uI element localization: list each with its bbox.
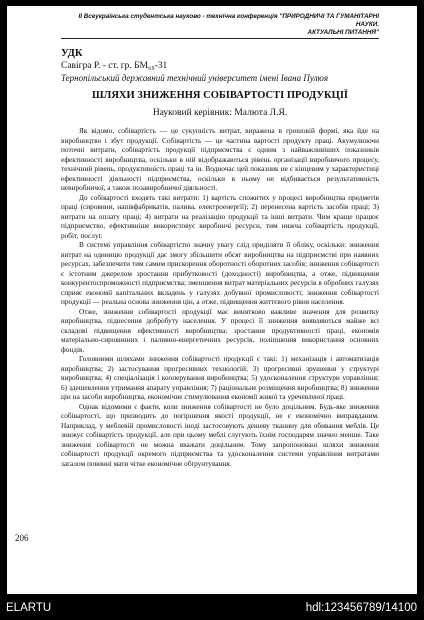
conference-header-line-1: II Всеукраїнська студентська науково - технічна конференція "ПРИРОДНИЧІ ТА ГУМАНІТАРНІ НАУКИ.	[78, 13, 379, 28]
document-page	[7, 6, 417, 594]
conference-header-line-2: АКТУАЛЬНІ ПИТАННЯ"	[307, 29, 379, 36]
repository-name: ELARTU	[6, 602, 52, 614]
body-paragraph: До собівартості входять такі витрати: 1) вартість спожитих у процесі виробництва предметів праці (сировини, напівфабрикатів, палива, електроенергії); 2) перенесена вартість засобів праці; 3) витрати на оплату праці; 4) витрати на реалізацію продукції та інші витрати. Чим краще працює підприємство, ефективніше використовує виробничі ресурси, тим нижча собівартість продукції, робіт, послуг.	[61, 192, 379, 240]
scientific-supervisor: Науковий керівник: Малюта Л.Я.	[152, 108, 288, 118]
article-body	[61, 126, 379, 468]
article-title: ШЛЯХИ ЗНИЖЕННЯ СОБІВАРТОСТІ ПРОДУКЦІЇ	[92, 90, 348, 101]
udk-label: УДК	[61, 48, 83, 59]
body-paragraph: Отже, зниження собівартості продукції має винятково важливе значення для розвитку виробництва, піднесення добробуту населення. У процесі її зниження виявляються майже всі складові підвищення ефективності виробництва: зростання продуктивності праці, економія матеріально-сировинних і паливно-енергетичних ресурсів, поліпшення використання основних фондів.	[61, 306, 379, 354]
body-paragraph: Як відомо, собівартість — це сукупність витрат, виражена в грошовій формі, яка йде на виробництво і збут продукції. Собівартість — це частина вартості продукту праці. Акумулюючи поточні витрати, собівартість продукції підприємства є одним з найважливіших показників ефективності виробництва, оскільки в ній відображаються рівень організації виробничого процесу, технічний рівень, продуктивність праці та ін. Водночас цей показник не є кінцевим у характеристиці ефективності діяльності підприємства, оскільки в ньому не відбивається результативність невиробничої, а також позавиробничої діяльності.	[61, 126, 379, 192]
affiliation: Тернопільський державний технічний університет імені Івана Пулюя	[61, 73, 329, 83]
repository-footer	[0, 598, 424, 620]
handle-identifier: hdl:123456789/14100	[305, 602, 417, 614]
body-paragraph: В системі управління собівартістю значну увагу слід приділяти її обліку, оскільки: зниження витрат на одиницю продукції дає змогу збільшити обсяг виробництва на підприємстві при наявних ресурсах, забезпечити тим самим прискорення оборотності оборотних засобів; зниження собівартості є істотним джерелом зростання прибутковості (доходності) виробництва, а отже, підвищення конкурентоспроможності підприємства; зменшення витрат матеріальних ресурсів в обробних галузях сприяє економії капітальних вкладень у галузях добувної промисловості; зниження собівартості продукції — реальна основа зниження цін, а отже, підвищення життєвого рівня населення.	[61, 240, 379, 306]
page-number: 206	[15, 533, 29, 543]
body-paragraph: Головними шляхами зниження собівартості продукції є такі: 1) механізація і автоматизація виробництва; 2) застосування прогресивних технологій; 3) прогресивні зрушення у структурі виробництва; 4) спеціалізація і кооперування виробництва; 5) удосконалення структури управління; 6) здешевлення утримання апарату управління; 7) раціональне розміщення виробництва; 8) зниження цін на засоби виробництва, економічне стимулювання економії живої та уречевленої праці.	[61, 354, 379, 401]
conference-header	[61, 13, 379, 39]
author-line: Савігра Р. - ст. гр. БМ₆₉-31	[61, 61, 168, 71]
body-paragraph: Однак відомими є факти, коли зниження собівартості не було доцільним. Будь-яке зниження собівартості, що призводить до погіршення якості продукції, не є економічно виправданим. Наприклад, у меблевій промисловості іноді застосовують дешеву тканину для обивання меблів. Це знижує собівартість продукції, але при цьому меблі слугують їхнім господарям значно менше. Таке зниження собівартості не можна вважати доцільним. Тому запропоновані шляхи зниження собівартості продукції окремого підприємства та удосконалення системи управління витратами загалом повинні мати чітке економічне обґрунтування.	[61, 401, 379, 468]
page-content	[61, 6, 379, 468]
